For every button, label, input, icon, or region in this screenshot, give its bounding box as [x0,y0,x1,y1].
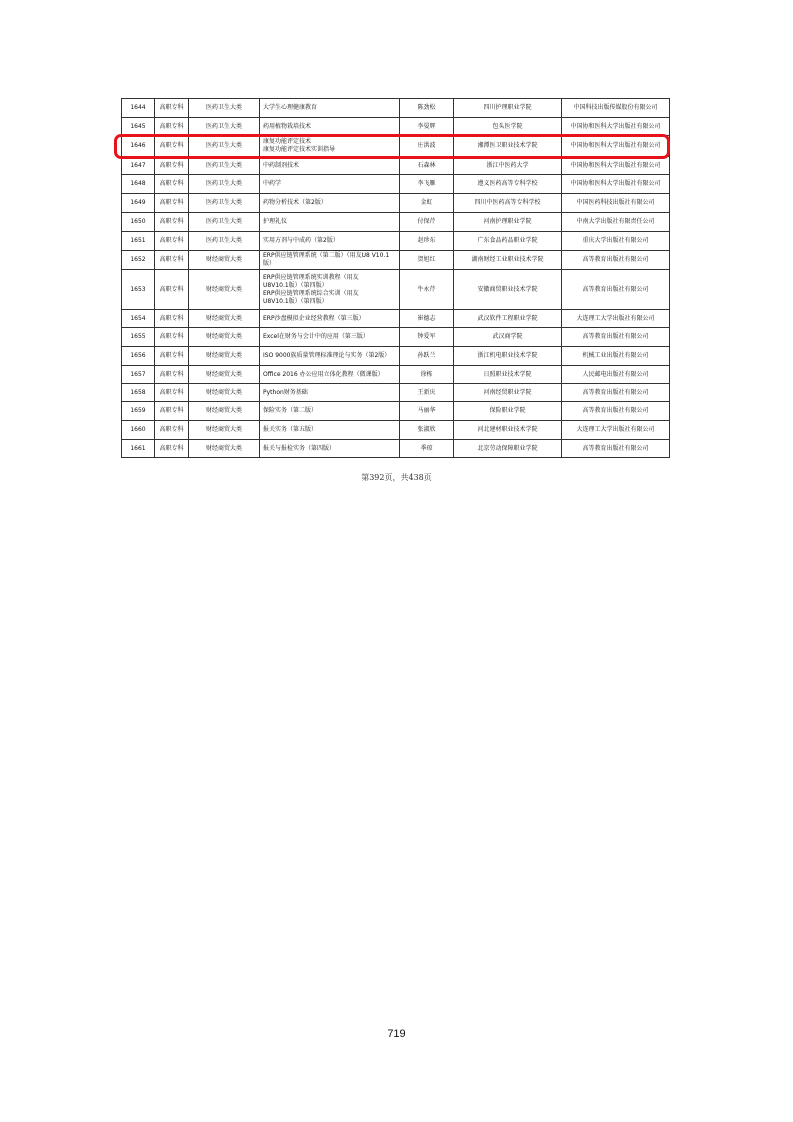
book-title-line: 保险实务（第二版） [263,407,318,414]
row-category: 医药卫生大类 [189,232,260,251]
table-row [122,251,670,270]
row-book-title [260,99,400,118]
row-category: 财经商贸大类 [189,328,260,347]
book-title-line: Python财务基础 [263,388,308,396]
row-author: 贺旭红 [400,251,454,270]
row-level: 高职专科 [155,270,189,310]
row-school: 保险职业学院 [454,402,562,421]
row-publisher: 重庆大学出版社有限公司 [562,232,670,251]
row-category: 财经商贸大类 [189,440,260,458]
row-author: 李飞雁 [400,175,454,194]
table-row [122,213,670,232]
row-book-title [260,175,400,194]
row-number: 1658 [122,384,155,402]
row-number: 1659 [122,402,155,421]
book-title-line: 中药制剂技术 [263,161,300,169]
row-school: 武汉软件工程职业学院 [454,310,562,328]
row-number: 1653 [122,270,155,310]
row-level: 高职专科 [155,157,189,175]
book-title-line: 康复功能评定技术实训指导 [263,146,336,153]
row-publisher: 中国协和医科大学出版社有限公司 [562,136,670,157]
row-number: 1650 [122,213,155,232]
row-category: 医药卫生大类 [189,136,260,157]
row-author: 崔德志 [400,310,454,328]
row-school: 四川中医药高等专科学校 [454,194,562,213]
book-title-line: ERP供应链管理系统综合实训（用友 [263,289,359,297]
row-level: 高职专科 [155,136,189,157]
row-school: 河北建材职业技术学院 [454,421,562,440]
row-book-title [260,402,400,421]
row-category: 财经商贸大类 [189,402,260,421]
row-author: 庄洪波 [400,136,454,157]
book-title-line: U8V10.1版）（第四版） [263,297,328,305]
row-number: 1646 [122,136,155,157]
row-publisher: 机械工业出版社有限公司 [562,347,670,366]
row-author: 张淑欣 [400,421,454,440]
page-number: 719 [387,1028,406,1040]
row-publisher: 高等教育出版社有限公司 [562,270,670,310]
row-level: 高职专科 [155,175,189,194]
row-number: 1661 [122,440,155,458]
table-row [122,157,670,175]
row-category: 财经商贸大类 [189,310,260,328]
row-school: 北京劳动保障职业学院 [454,440,562,458]
row-publisher: 中国科技出版传媒股份有限公司 [562,99,670,118]
row-number: 1654 [122,310,155,328]
row-school: 浙江机电职业技术学院 [454,347,562,366]
row-book-title [260,310,400,328]
row-book-title [260,270,400,310]
row-book-title [260,251,400,270]
row-number: 1645 [122,118,155,136]
row-publisher: 高等教育出版社有限公司 [562,251,670,270]
row-number: 1648 [122,175,155,194]
row-level: 高职专科 [155,232,189,251]
row-author: 孙跃兰 [400,347,454,366]
book-title-line: 药用植物栽培技术 [263,122,312,130]
row-school: 广东食品药品职业学院 [454,232,562,251]
table-row [122,99,670,118]
row-book-title [260,118,400,136]
row-publisher: 中国医药科技出版社有限公司 [562,194,670,213]
row-school: 包头医学院 [454,118,562,136]
row-category: 财经商贸大类 [189,347,260,366]
row-level: 高职专科 [155,402,189,421]
row-book-title [260,194,400,213]
table-row [122,232,670,251]
row-author: 王新庆 [400,384,454,402]
row-author: 牛永芹 [400,270,454,310]
book-title-line: ERP沙盘模拟企业经营教程（第三版） [263,314,365,322]
row-book-title [260,384,400,402]
row-publisher: 大连理工大学出版社有限公司 [562,310,670,328]
row-category: 医药卫生大类 [189,157,260,175]
row-level: 高职专科 [155,213,189,232]
row-number: 1644 [122,99,155,118]
table-row [122,118,670,136]
table-row [122,366,670,384]
row-category: 医药卫生大类 [189,213,260,232]
row-number: 1660 [122,421,155,440]
row-number: 1657 [122,366,155,384]
book-title-line: Office 2016 办公应用立体化教程（微课版） [263,370,384,378]
row-publisher: 中南大学出版社有限责任公司 [562,213,670,232]
row-category: 财经商贸大类 [189,251,260,270]
row-publisher: 中国协和医科大学出版社有限公司 [562,157,670,175]
row-level: 高职专科 [155,99,189,118]
row-school: 河南经贸职业学院 [454,384,562,402]
book-title-line: ERP供应链管理系统实训教程（用友 [263,273,359,281]
row-category: 医药卫生大类 [189,99,260,118]
row-school: 日照职业技术学院 [454,366,562,384]
row-school: 湘潭医卫职业技术学院 [454,136,562,157]
row-book-title [260,440,400,458]
row-category: 财经商贸大类 [189,421,260,440]
page-caption: 第392页，共438页 [361,473,432,482]
row-school: 四川护理职业学院 [454,99,562,118]
row-level: 高职专科 [155,366,189,384]
row-author: 石森林 [400,157,454,175]
row-author: 马丽华 [400,402,454,421]
book-title-line: ERP供应链管理系统（第二版）（用友U8 V10.1 [263,252,390,259]
row-number: 1656 [122,347,155,366]
book-title-line: ISO 9000族质量管理标准理论与实务（第2版） [263,352,391,359]
table-row [122,402,670,421]
row-number: 1655 [122,328,155,347]
book-title-line: 康复功能评定技术 [263,138,312,145]
table-row [122,328,670,347]
table-row [122,310,670,328]
row-school: 安徽商贸职业技术学院 [454,270,562,310]
row-level: 高职专科 [155,251,189,270]
row-school: 湖南财经工业职业技术学院 [454,251,562,270]
row-author: 季琼 [400,440,454,458]
book-title-line: Excel在财务与会计中的应用（第三版） [263,333,369,340]
row-publisher: 高等教育出版社有限公司 [562,328,670,347]
book-title-line: 中药学 [263,180,282,187]
row-level: 高职专科 [155,384,189,402]
table-row [122,384,670,402]
table-row [122,175,670,194]
row-book-title [260,421,400,440]
row-author: 徐栋 [400,366,454,384]
row-book-title [260,157,400,175]
row-publisher: 人民邮电出版社有限公司 [562,366,670,384]
row-author: 金虹 [400,194,454,213]
row-number: 1651 [122,232,155,251]
row-publisher: 高等教育出版社有限公司 [562,402,670,421]
table-row [122,421,670,440]
table-row [122,270,670,310]
row-author: 李晏辉 [400,118,454,136]
row-author: 钟爱军 [400,328,454,347]
row-category: 医药卫生大类 [189,118,260,136]
row-number: 1649 [122,194,155,213]
row-book-title [260,232,400,251]
row-level: 高职专科 [155,440,189,458]
row-publisher: 中国协和医科大学出版社有限公司 [562,118,670,136]
row-level: 高职专科 [155,421,189,440]
book-title-line: 大学生心理健康教育 [263,104,318,111]
row-school: 河南护理职业学院 [454,213,562,232]
book-title-line: 护理礼仪 [263,218,288,225]
highlight-box [114,134,670,159]
row-level: 高职专科 [155,194,189,213]
row-category: 财经商贸大类 [189,384,260,402]
book-title-line: 报关实务（第五版） [263,426,318,433]
book-title-line: 药物分析技术（第2版） [263,199,327,206]
row-category: 医药卫生大类 [189,194,260,213]
row-level: 高职专科 [155,310,189,328]
row-book-title [260,213,400,232]
table-row [122,347,670,366]
row-publisher: 高等教育出版社有限公司 [562,384,670,402]
row-book-title [260,328,400,347]
book-title-line: U8V10.1版）（第四版） [263,281,328,289]
row-level: 高职专科 [155,328,189,347]
row-publisher: 高等教育出版社有限公司 [562,440,670,458]
row-category: 医药卫生大类 [189,175,260,194]
row-level: 高职专科 [155,347,189,366]
row-school: 浙江中医药大学 [454,157,562,175]
book-title-line: 实用方剂与中成药（第2版） [263,237,339,244]
row-number: 1647 [122,157,155,175]
row-school: 遵义医药高等专科学校 [454,175,562,194]
row-category: 财经商贸大类 [189,366,260,384]
book-title-line: 报关与报检实务（第四版） [263,444,336,452]
row-book-title [260,347,400,366]
table-row [122,194,670,213]
row-author: 付保芹 [400,213,454,232]
row-author: 赵珍东 [400,232,454,251]
row-book-title [260,366,400,384]
row-author: 陈劲松 [400,99,454,118]
row-category: 财经商贸大类 [189,270,260,310]
row-level: 高职专科 [155,118,189,136]
row-publisher: 大连理工大学出版社有限公司 [562,421,670,440]
row-school: 武汉商学院 [454,328,562,347]
row-publisher: 中国协和医科大学出版社有限公司 [562,175,670,194]
row-number: 1652 [122,251,155,270]
book-title-line: 版） [263,260,276,267]
table-row [122,440,670,458]
